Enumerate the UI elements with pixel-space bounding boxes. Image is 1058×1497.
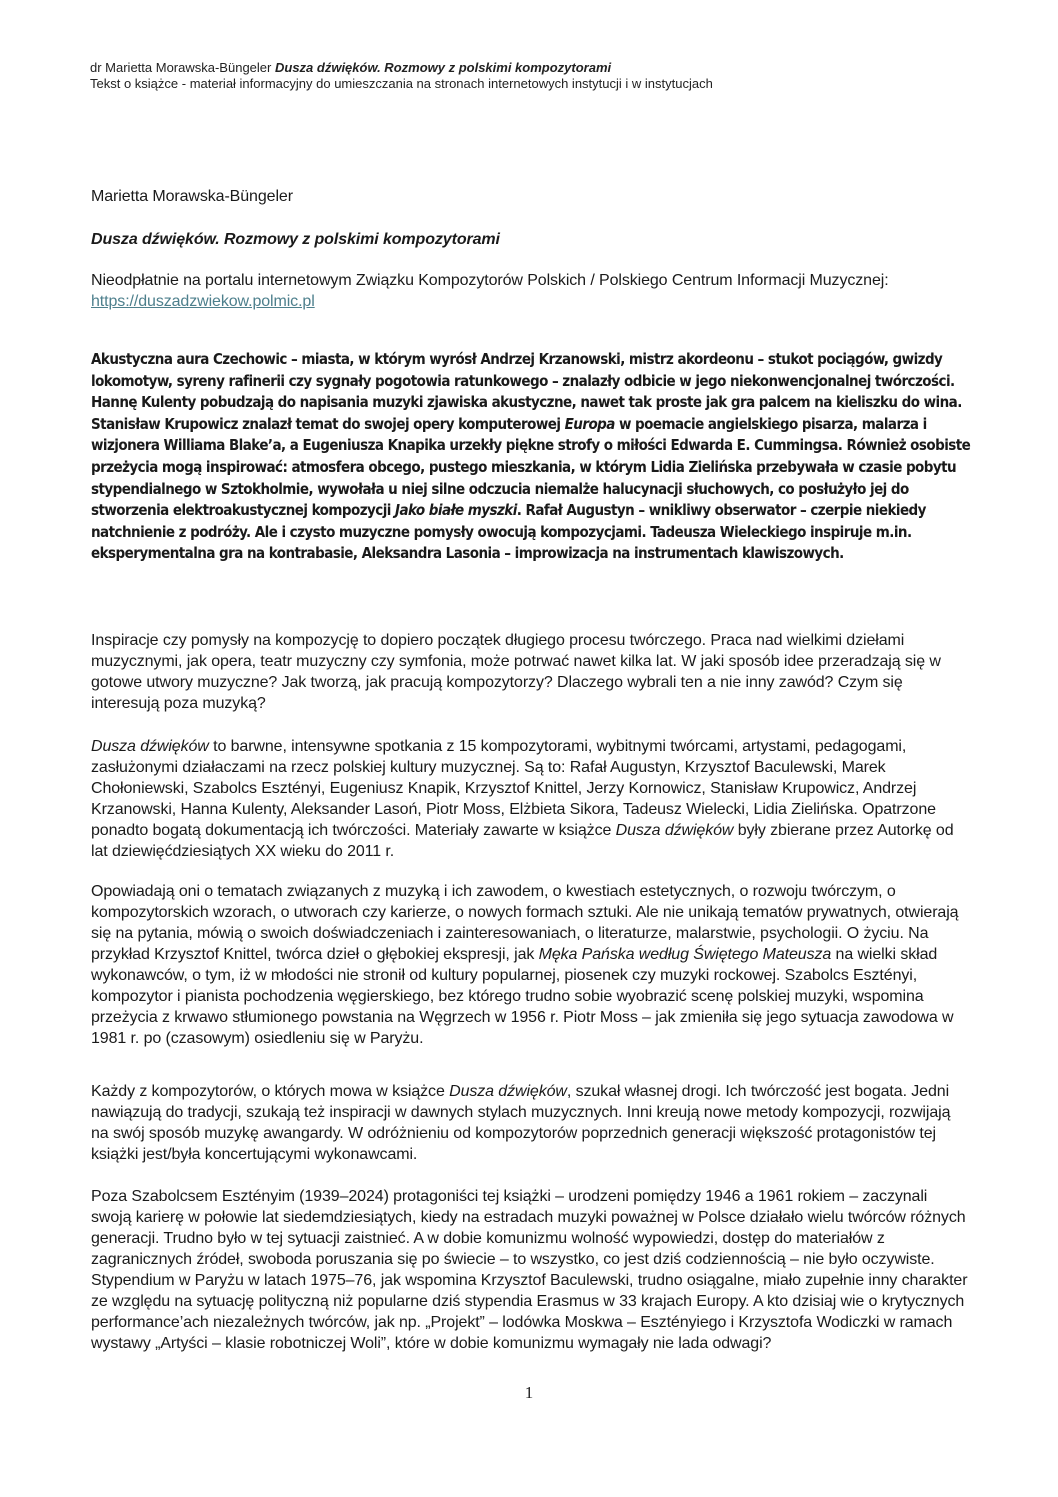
book-title-inline: Dusza dźwięków	[615, 822, 734, 839]
page-number: 1	[524, 1383, 534, 1402]
paragraph-3-text-1: Opowiadają oni o tematach związanych z muzyką i ich zawodem, o kwestiach estetycznych, o rozwoju twórczym, o kompozytorskich wzorach, o utworach czy karierze, o nowych formach sztuki. Ale nie unikają tematów prywatnych, otwierają się na pytania, mówią o swoich doświadczeniach i zainteresowaniach, o literaturze, malarstwie, psychologii. O życiu. Na przykład Krzysztof Knittel, twórca dzieł o głębokiej ekspresji, jak	[91, 883, 959, 963]
lead-text-1: Akustyczna aura Czechowic – miasta, w którym wyrósł Andrzej Krzanowski, mistrz akordeonu – stukot pociągów, gwizdy lokomotyw, syreny rafinerii czy sygnały pogotowia ratunkowego – znalazły odbicie w jego niekonwencjonalnej twórczości. Hannę Kulenty pobudzają do napisania muzyki zjawiska akustyczne, nawet tak proste jak gra palcem na kieliszku do wina. Stanisław Krupowicz znalazł temat do swojej opery komputerowej	[91, 350, 962, 433]
portal-link[interactable]: https://duszadzwiekow.polmic.pl	[91, 293, 315, 310]
intro-text: Nieodpłatnie na portalu internetowym Związku Kompozytorów Polskich / Polskiego Centrum Informacji Muzycznej:	[91, 272, 889, 289]
work-title-jako-biale-myszki: Jako białe myszki	[394, 501, 517, 520]
paragraph-2-text-1: to barwne, intensywne spotkania z 15 kompozytorami, wybitnymi twórcami, artystami, pedagogami, zasłużonymi działaczami na rzecz polskiej kultury muzycznej. Są to: Rafał Augustyn, Krzysztof Baculewski, Marek Chołoniewski, Szabolcs Esztényi, Eugeniusz Knapik, Krzysztof Knittel, Jerzy Kornowicz, Stanisław Krupowicz, Andrzej Krzanowski, Hanna Kulenty, Aleksander Lasoń, Piotr Moss, Elżbieta Sikora, Tadeusz Wielecki, Lidia Zielińska. Opatrzone ponadto bogatą dokumentacją ich twórczości. Materiały zawarte w książce	[91, 738, 936, 839]
paragraph-4-text-1: Każdy z kompozytorów, o których mowa w książce	[91, 1083, 450, 1100]
header-book-title: Dusza dźwięków. Rozmowy z polskimi kompozytorami	[274, 60, 612, 75]
body-paragraph-3	[91, 881, 971, 1049]
lead-paragraph	[91, 349, 971, 565]
body-paragraph-1: Inspiracje czy pomysły na kompozycję to dopiero początek długiego procesu twórczego. Praca nad wielkimi dziełami muzycznymi, jak opera, teatr muzyczny czy symfonia, może potrwać nawet kilka lat. W jaki sposób idee przeradzają się w gotowe utwory muzyczne? Jak tworzą, jak pracują kompozytorzy? Dlaczego wybrali ten a nie inny zawód? Czym się interesują poza muzyką?	[91, 632, 941, 712]
header-line-1	[90, 60, 713, 76]
book-title: Dusza dźwięków. Rozmowy z polskimi kompozytorami	[91, 231, 500, 248]
work-title-meka-panska: Męka Pańska według Świętego Mateusza	[538, 946, 832, 963]
body-paragraph-5: Poza Szabolcsem Esztényim (1939–2024) protagoniści tej książki – urodzeni pomiędzy 1946 a 1961 rokiem – zaczynali swoją karierę w połowie lat siedemdziesiątych, kiedy na estradach muzyki poważnej w Polsce działało wielu twórców różnych generacji. Trudno było w tej sytuacji zaistnieć. A w dobie komunizmu wolność wypowiedzi, dostęp do materiałów z zagranicznych źródeł, swoboda poruszania się po świecie – to wszystko, co jest dziś codziennością – nie było oczywiste. Stypendium w Paryżu w latach 1975–76, jak wspomina Krzysztof Baculewski, trudno osiągalne, miało zupełnie inny charakter ze względu na sytuację polityczną niż popularne dziś stypendia Erasmus w 33 krajach Europy. A kto dzisiaj wie o krytycznych performance’ach niezależnych twórców, jak np. „Projekt” – lodówka Moskwa – Esztényiego i Krzysztofa Wodiczki w ramach wystawy „Artyści – klasie robotniczej Woli”, które w dobie komunizmu wymagały nie lada odwagi?	[91, 1188, 968, 1352]
paragraph-3-text-2: na wielki skład wykonawców, o tym, iż w młodości nie stronił od kultury popularnej, piosenek czy muzyki rockowej. Szabolcs Esztényi, kompozytor i pianista pochodzenia węgierskiego, bez którego trudno sobie wyobrazić scenę polskiej muzyki, wspomina przeżycia z krwawo stłumionego powstania na Węgrzech w 1956 r. Piotr Moss – jak zmieniła się jego sytuacja zawodowa w 1981 r. po (czasowym) osiedleniu się w Paryżu.	[91, 946, 954, 1047]
book-title-inline: Dusza dźwięków	[449, 1083, 567, 1100]
lead-text-2: w poemacie angielskiego pisarza, malarza i wizjonera Williama Blake’a, a Eugeniusza Knapika urzekły piękne strofy o miłości Edwarda E. Cummingsa. Również osobiste przeżycia mogą inspirować: atmosfera obcego, pustego mieszkania, w którym Lidia Zielińska przebywała w czasie pobytu stypendialnego w Sztokholmie, wywołała u niej silne odczucia niemalże halucynacji słuchowych, co posłużyło jej do stworzenia elektroakustycznej kompozycji	[91, 414, 971, 520]
book-title-inline: Dusza dźwięków	[91, 738, 209, 755]
header-author: dr Marietta Morawska-Büngeler	[90, 60, 272, 75]
body-paragraph-2	[91, 736, 971, 862]
paragraph-2-text-2: były zbierane przez Autorkę od lat dziewięćdziesiątych XX wieku do 2011 r.	[91, 822, 954, 860]
lead-text-3: . Rafał Augustyn – wnikliwy obserwator – czerpie niekiedy natchnienie z podróży. Ale i czysto muzyczne pomysły owocują kompozycjami. Tadeusza Wieleckiego inspiruje m.in. eksperymentalna gra na kontrabasie, Aleksandra Lasonia – improwizacja na instrumentach klawiszowych.	[91, 501, 926, 563]
intro-paragraph	[91, 270, 971, 312]
body-paragraph-4	[91, 1081, 971, 1165]
author-name: Marietta Morawska-Büngeler	[91, 188, 293, 205]
work-title-europa: Europa	[564, 414, 615, 433]
header-subtitle: Tekst o książce - materiał informacyjny do umieszczania na stronach internetowych instytucji i w instytucjach	[90, 76, 713, 91]
page-header	[90, 60, 713, 92]
paragraph-4-text-2: , szukał własnej drogi. Ich twórczość jest bogata. Jedni nawiązują do tradycji, szukają też inspiracji w dawnych stylach muzycznych. Inni kreują nowe metody kompozycji, rozwijają na swój sposób muzykę awangardy. W odróżnieniu od kompozytorów poprzednich generacji większość protagonistów tej książki jest/była koncertującymi wykonawcami.	[91, 1083, 951, 1163]
